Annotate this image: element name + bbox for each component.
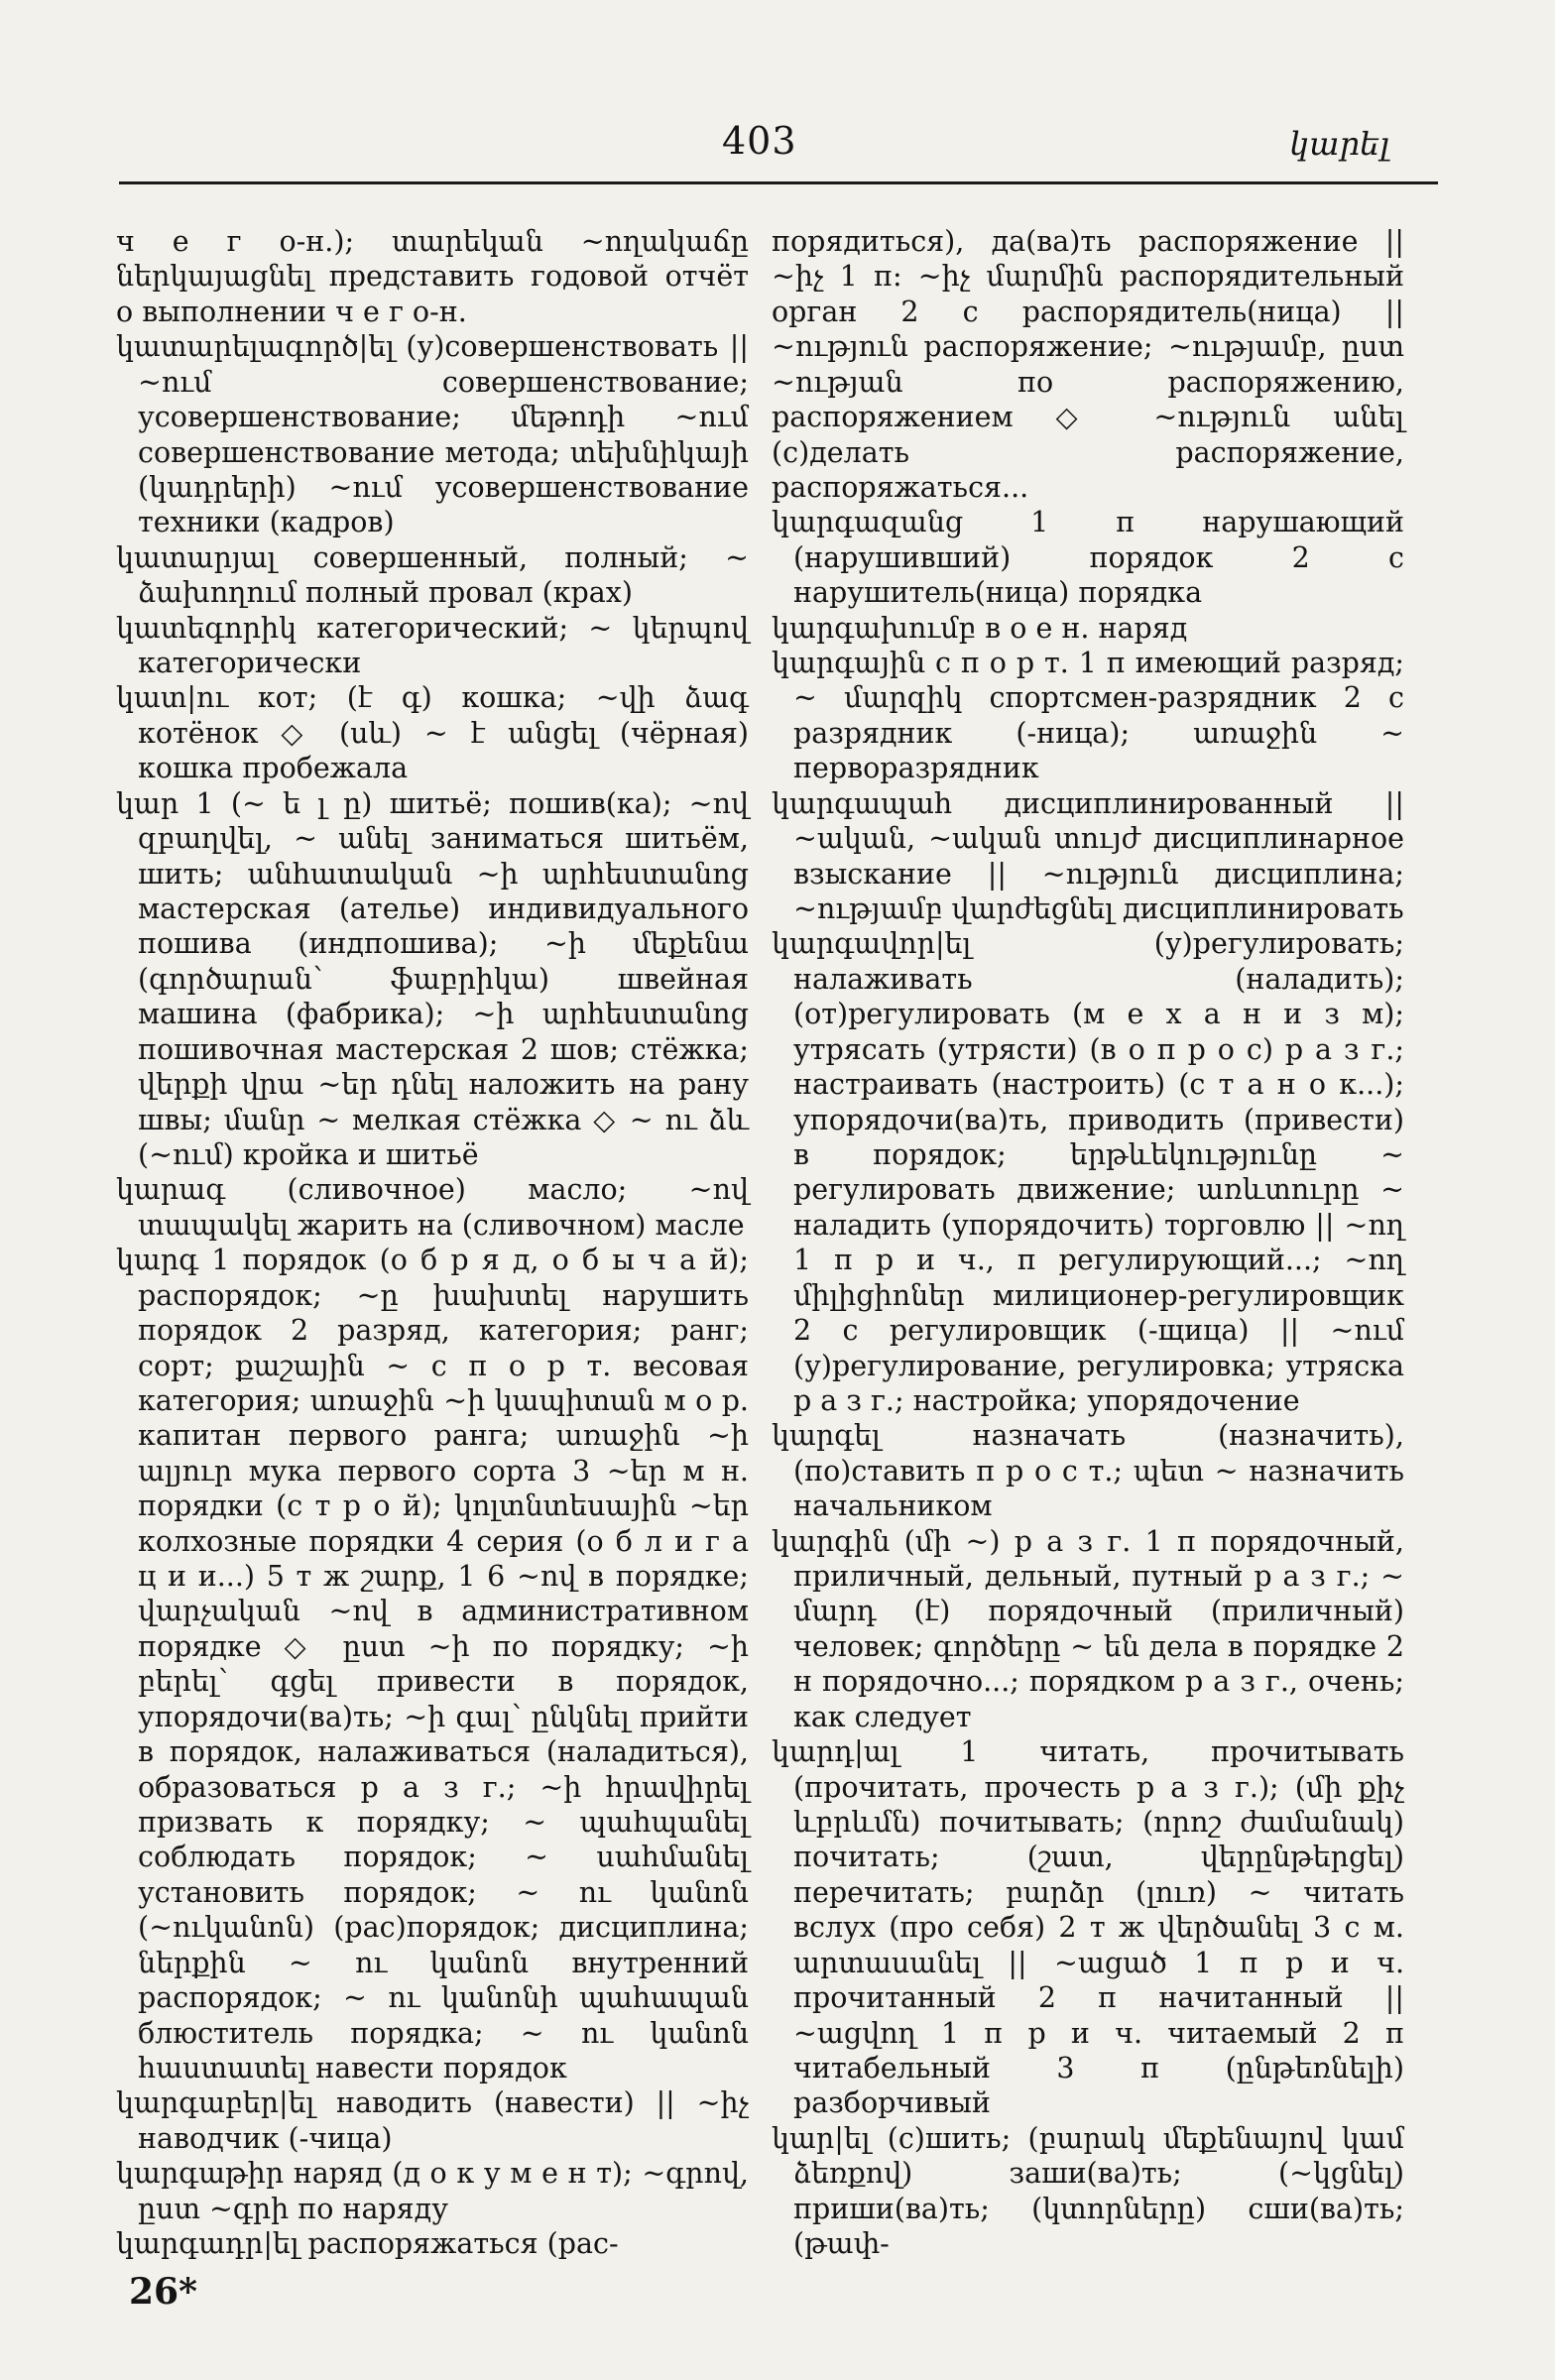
dictionary-entry: կարգավոր|ել (у)регулировать; налаживать (наладить); (от)регулировать (м е х а н и з м); утрясать (утрясти) (в о п р о с) р а з г.; настраивать (настроить) (с т а н о к...); упорядочи(ва)ть, приводить (привести) в порядок; երթևեկությունը ~ регулировать движение; առևտուրը ~ наладить (упорядочить) торговлю || ~ող 1 п р и ч., п регулирующий...; ~ող միլիցիոներ милиционер-регулировщик 2 с регулировщик (-щица) || ~ում (у)регулирование, регулировка; утряска р а з г.; настройка; упорядочение [772, 927, 1404, 1417]
dictionary-entry: կատեգորիկ категорический; ~ կերպով категорически [116, 611, 749, 680]
dictionary-entry: կարգաբեր|ել наводить (навести) || ~իչ наводчик (-чица) [116, 2086, 749, 2155]
dictionary-entry: կատ|ու кот; (է գ) кошка; ~վի ձագ котёнок ◇ (սև) ~ է անցել (чёрная) кошка пробежала [116, 681, 749, 785]
dictionary-entry: ч е г о-н.); տարեկան ~ողակաճը ներկայացնել представить годовой отчёт о выполнении ч е г о-н. [116, 225, 749, 328]
dictionary-entry: կարգախումբ в о е н. наряд [772, 611, 1188, 645]
right-column [772, 224, 1404, 2261]
dictionary-entry: կարգադր|ել распоряжаться (рас- [116, 2227, 619, 2261]
header-rule [119, 181, 1438, 184]
dictionary-entry: կար 1 (~ ե լ ը) шитьё; пошив(ка); ~ով զբաղվել, ~ անել заниматься шитьём, шить; անհատական ~ի արհեստանոց мастерская (ателье) индивидуального пошива (индпошива); ~ի մեքենա (գործարան՝ ֆաբրիկա) швейная машина (фабрика); ~ի արհեստանոց пошивочная мастерская 2 шов; стёжка; վերքի վրա ~եր դնել наложить на рану швы; մանր ~ мелкая стёжка ◇ ~ ու ձև (~ում) кройка и шитьё [116, 786, 749, 1171]
dictionary-entry: կարդ|ալ 1 читать, прочитывать (прочитать, прочесть р а з г.); (մի քիչ ևբրևմն) почитывать; (որոշ ժամանակ) почитать; (շատ, վերընթերցել) перечитать; բարձր (լուռ) ~ читать вслух (про себя) 2 т ж վերծանել 3 с м. արտասանել || ~ացած 1 п р и ч. прочитанный 2 п начитанный || ~ացվող 1 п р и ч. читаемый 2 п читабельный 3 п (ընթեռնելի) разборчивый [772, 1735, 1404, 2120]
dictionary-entry: порядиться), да(ва)ть распоряжение || ~իչ 1 п: ~իչ մարմին распорядительный орган 2 с распорядитель(ница) || ~ություն распоряжение; ~ությամբ, ըստ ~ության по распоряжению, распоряжением ◇ ~ություն անել (с)делать распоряжение, распоряжаться... [772, 225, 1404, 504]
dictionary-entry: կար|ել (с)шить; (բարակ մեքենայով կամ ձեռքով) заши(ва)ть; (~կցնել) приши(ва)ть; (կտորները) сши(ва)ть; (թափ- [772, 2121, 1404, 2261]
page-number: 403 [722, 119, 797, 163]
dictionary-entry: կատարյալ совершенный, полный; ~ ձախողում полный провал (крах) [116, 540, 749, 610]
dictionary-entry: կարգային с п о р т. 1 п имеющий разряд; ~ մարզիկ спортсмен-разрядник 2 с разрядник (-ница); առաջին ~ перворазрядник [772, 647, 1404, 785]
left-column [116, 224, 749, 2261]
dictionary-entry: կարգ 1 порядок (о б р я д, о б ы ч а й); распорядок; ~ը խախտել нарушить порядок 2 разряд, категория; ранг; сорт; քաշային ~ с п о р т. весовая категория; առաջին ~ի կապիտան м о р. капитан первого ранга; առաջին ~ի ալյուր мука первого сорта 3 ~եր м н. порядки (с т р о й); կոլտնտեսային ~եր колхозные порядки 4 серия (о б л и г а ц и и...) 5 т ж շարք, 1 6 ~ով в порядке; վարչական ~ով в административном порядке ◇ ըստ ~ի по порядку; ~ի բերել՝ գցել привести в порядок, упорядочи(ва)ть; ~ի գալ՝ ընկնել прийти в порядок, налаживаться (наладиться), образоваться р а з г.; ~ի հրավիրել призвать к порядку; ~ պահպանել соблюдать порядок; ~ սահմանել установить порядок; ~ ու կանոն (~ուկանոն) (рас)порядок; дисциплина; ներքին ~ ու կանոն внутренний распорядок; ~ ու կանոնի պահապան блюститель порядка; ~ ու կանոն հաստատել навести порядок [116, 1244, 749, 2084]
dictionary-entry: կարգին (մի ~) р а з г. 1 п порядочный, приличный, дельный, путный р а з г.; ~ մարդ (է) порядочный (приличный) человек; գործերը ~ են дела в порядке 2 н порядочно...; порядком р а з г., очень; как следует [772, 1524, 1404, 1733]
dictionary-entry: կարգել назначать (назначить), (по)ставить п р о с т.; պետ ~ назначить начальником [772, 1419, 1404, 1523]
printer-signature: 26* [129, 2271, 197, 2313]
dictionary-entry: կարգաթիր наряд (д о к у м е н т); ~գրով, ըստ ~գրի по наряду [116, 2157, 749, 2225]
running-head: կարել [1289, 125, 1389, 163]
dictionary-entry: կարգապահ дисциплинированный || ~ական, ~ական տույժ дисциплинарное взыскание || ~ություն дисциплина; ~ությամբ վարժեցնել дисциплинировать [772, 786, 1404, 926]
dictionary-entry: կարագ (сливочное) масло; ~ով տապակել жарить на (сливочном) масле [116, 1173, 749, 1242]
dictionary-entry: կարգազանց 1 п нарушающий (нарушивший) порядок 2 с нарушитель(ница) порядка [772, 506, 1404, 610]
dictionary-entry: կատարելագործ|ել (у)совершенствовать || ~ում совершенствование; усовершенствование; մեթոդի ~ում совершенствование метода; տեխնիկայի (կադրերի) ~ում усовершенствование техники (кадров) [116, 330, 749, 539]
